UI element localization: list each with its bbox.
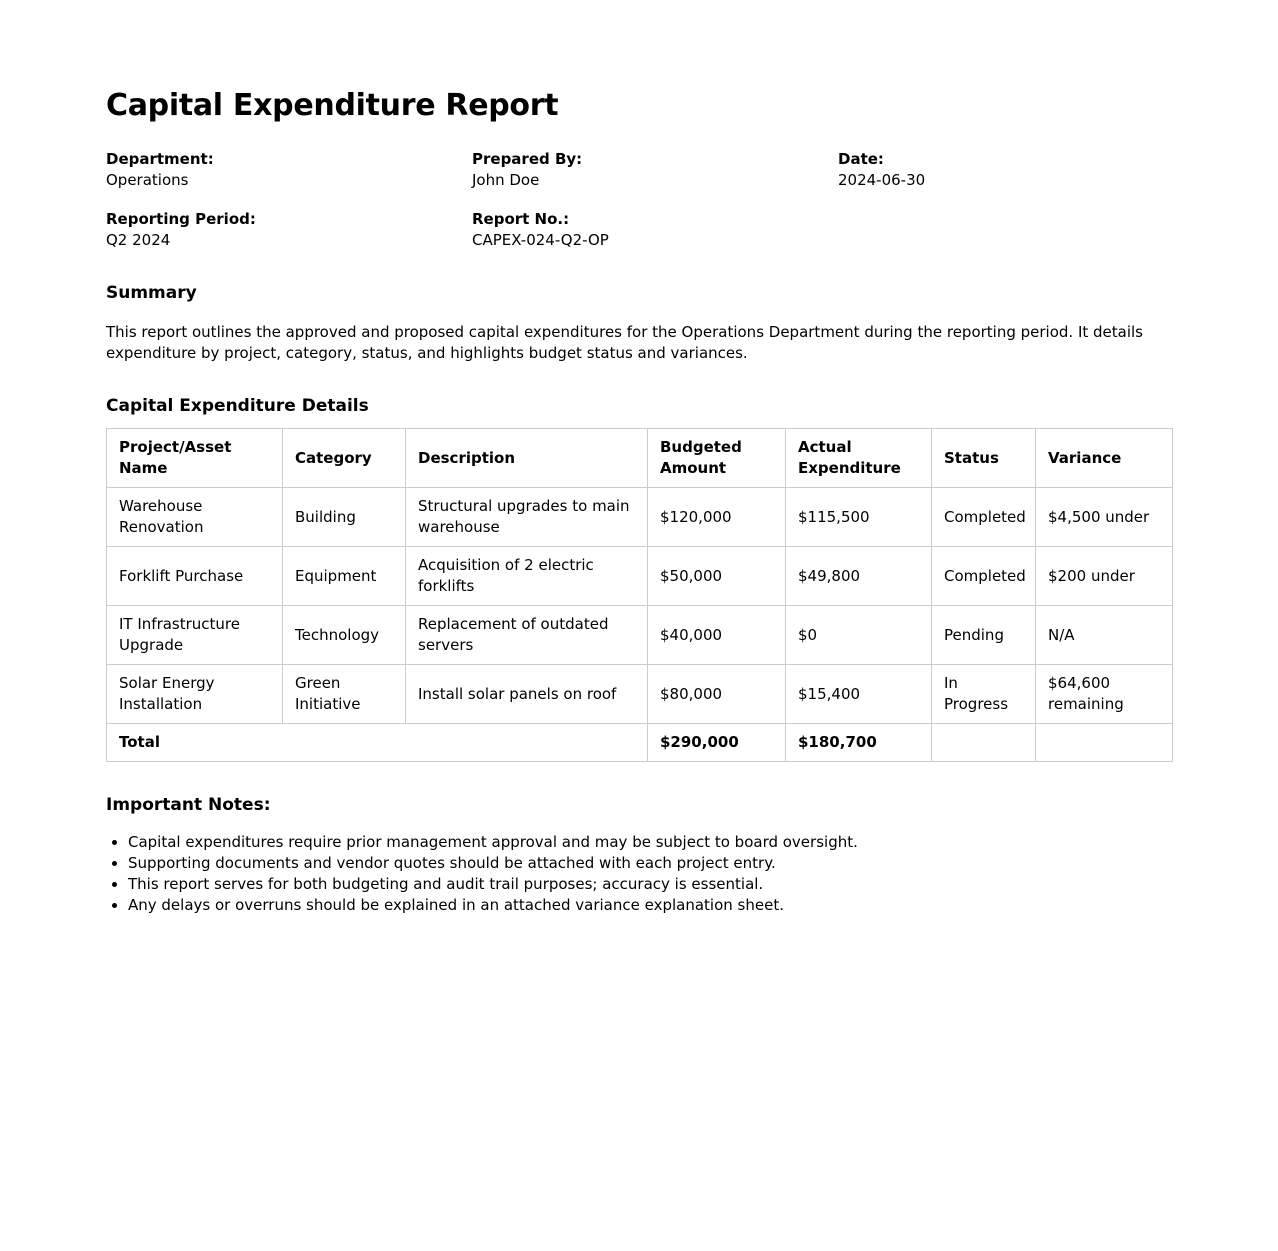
table-cell: $200 under [1036,547,1173,606]
table-cell: $120,000 [648,488,786,547]
summary-text: This report outlines the approved and proposed capital expenditures for the Operations Department during the reporting period. It details expenditure by project, category, status, and highlights budget status and variances. [106,323,1143,362]
total-label: Total [107,724,648,762]
table-cell: $15,400 [786,665,932,724]
details-heading: Capital Expenditure Details [106,396,369,416]
table-header-row [107,429,1173,488]
column-header: Variance [1036,429,1173,488]
table-row [107,547,1173,606]
notes-heading: Important Notes: [106,795,271,815]
meta-date-value: 2024-06-30 [838,171,926,189]
meta-date-label: Date: [838,150,884,168]
table-cell: $50,000 [648,547,786,606]
table-cell: $49,800 [786,547,932,606]
meta-prepared-by-label: Prepared By: [472,150,583,168]
total-budgeted: $290,000 [648,724,786,762]
meta-prepared-by [472,149,812,191]
table-cell: $64,600 remaining [1036,665,1173,724]
table-cell: Forklift Purchase [107,547,283,606]
meta-department [106,149,446,191]
table-cell: Green Initiative [283,665,406,724]
table-cell: Completed [932,488,1036,547]
meta-prepared-by-value: John Doe [472,171,540,189]
total-actual: $180,700 [786,724,932,762]
column-header: Category [283,429,406,488]
page-title: Capital Expenditure Report [106,88,559,123]
table-cell: $115,500 [786,488,932,547]
meta-report-no [472,209,812,251]
table-cell: Install solar panels on roof [406,665,648,724]
table-cell: $0 [786,606,932,665]
capex-table [106,428,1173,762]
meta-reporting-period-value: Q2 2024 [106,231,171,249]
meta-report-no-label: Report No.: [472,210,570,228]
table-cell: Equipment [283,547,406,606]
table-cell: Technology [283,606,406,665]
table-cell: Building [283,488,406,547]
table-cell: Completed [932,547,1036,606]
table-cell: Acquisition of 2 electric forklifts [406,547,648,606]
meta-report-no-value: CAPEX-024-Q2-OP [472,231,609,249]
table-cell: IT Infrastructure Upgrade [107,606,283,665]
table-cell: Warehouse Renovation [107,488,283,547]
meta-date [838,149,1178,191]
column-header: Status [932,429,1036,488]
table-cell: In Progress [932,665,1036,724]
summary-heading: Summary [106,283,197,303]
list-item: • Capital expenditures require prior management approval and may be subject to board oversight. [128,832,1168,853]
column-header: Budgeted Amount [648,429,786,488]
total-row [107,724,1173,762]
meta-department-label: Department: [106,150,214,168]
meta-department-value: Operations [106,171,189,189]
total-variance-empty [1036,724,1173,762]
total-status-empty [932,724,1036,762]
table-cell: Structural upgrades to main warehouse [406,488,648,547]
meta-reporting-period-label: Reporting Period: [106,210,256,228]
list-item: • Any delays or overruns should be explained in an attached variance explanation sheet. [128,895,1168,916]
table-cell: Solar Energy Installation [107,665,283,724]
table-cell: $4,500 under [1036,488,1173,547]
table-row [107,665,1173,724]
table-cell: Replacement of outdated servers [406,606,648,665]
list-item: • This report serves for both budgeting and audit trail purposes; accuracy is essential. [128,874,1168,895]
table-cell: $40,000 [648,606,786,665]
meta-reporting-period [106,209,446,251]
table-cell: $80,000 [648,665,786,724]
table-cell: N/A [1036,606,1173,665]
table-row [107,606,1173,665]
column-header: Description [406,429,648,488]
notes-list [106,832,1168,916]
list-item: • Supporting documents and vendor quotes should be attached with each project entry. [128,853,1168,874]
table-cell: Pending [932,606,1036,665]
column-header: Actual Expenditure [786,429,932,488]
column-header: Project/Asset Name [107,429,283,488]
table-row [107,488,1173,547]
